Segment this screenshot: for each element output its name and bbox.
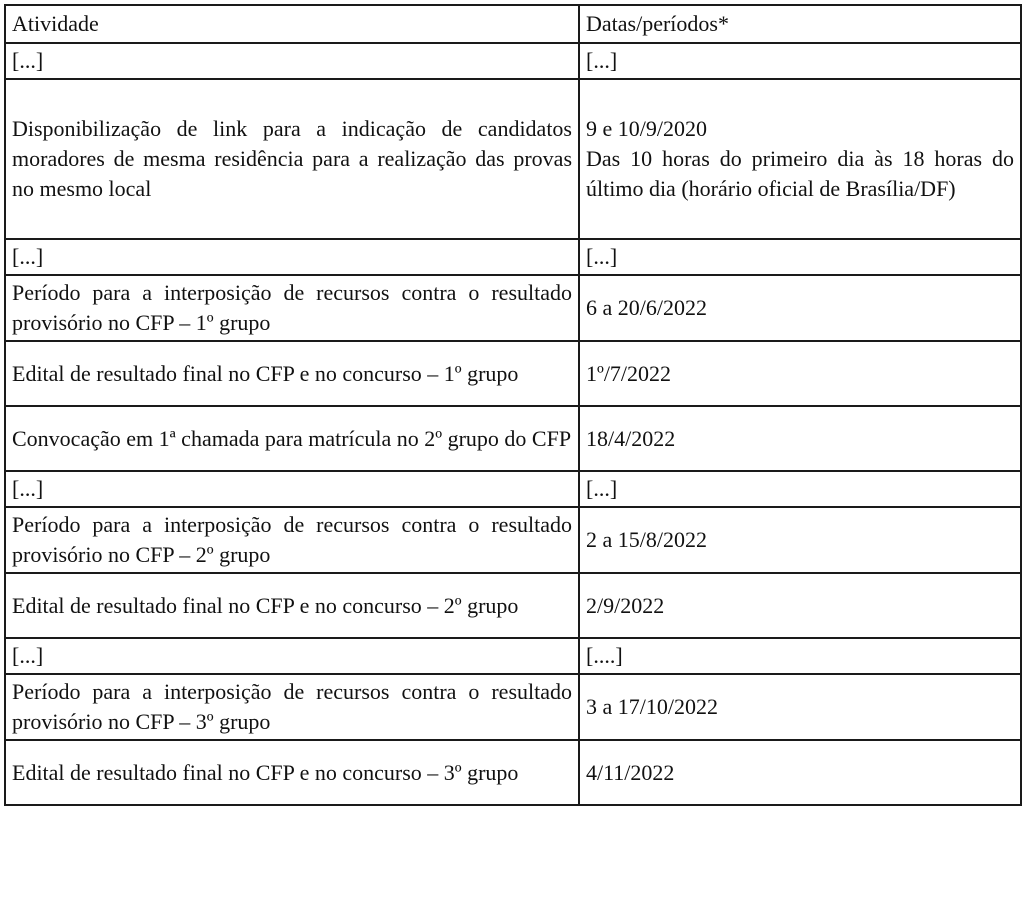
cell-datas: [...] (579, 43, 1021, 79)
cell-datas: 2 a 15/8/2022 (579, 507, 1021, 573)
cell-datas-hours: Das 10 horas do primeiro dia às 18 horas do último dia (horário oficial de Brasília/DF) (586, 146, 1014, 201)
cell-datas: 18/4/2022 (579, 406, 1021, 471)
cell-datas (579, 79, 1021, 239)
table-row (5, 674, 1021, 740)
table-row (5, 43, 1021, 79)
table-row (5, 275, 1021, 341)
table-row (5, 573, 1021, 638)
cell-datas: 3 a 17/10/2022 (579, 674, 1021, 740)
cell-atividade: Edital de resultado final no CFP e no concurso – 3º grupo (5, 740, 579, 805)
cell-atividade: [...] (5, 239, 579, 275)
cell-datas: 4/11/2022 (579, 740, 1021, 805)
cell-atividade: Disponibilização de link para a indicação de candidatos moradores de mesma residência para a realização das provas no mesmo local (5, 79, 579, 239)
cell-datas: [...] (579, 471, 1021, 507)
cell-atividade: Período para a interposição de recursos contra o resultado provisório no CFP – 2º grupo (5, 507, 579, 573)
cell-atividade: Edital de resultado final no CFP e no concurso – 1º grupo (5, 341, 579, 406)
table-row (5, 406, 1021, 471)
cell-datas: [....] (579, 638, 1021, 674)
cell-atividade: Período para a interposição de recursos contra o resultado provisório no CFP – 1º grupo (5, 275, 579, 341)
cell-datas: [...] (579, 239, 1021, 275)
table-row (5, 79, 1021, 239)
cell-atividade: Edital de resultado final no CFP e no concurso – 2º grupo (5, 573, 579, 638)
cell-atividade: [...] (5, 471, 579, 507)
table-row (5, 740, 1021, 805)
table-row (5, 341, 1021, 406)
cell-atividade: [...] (5, 638, 579, 674)
table-row (5, 638, 1021, 674)
schedule-table (4, 4, 1022, 806)
table-row (5, 507, 1021, 573)
header-atividade: Atividade (5, 5, 579, 43)
table-row (5, 471, 1021, 507)
cell-atividade: Convocação em 1ª chamada para matrícula no 2º grupo do CFP (5, 406, 579, 471)
table-header-row (5, 5, 1021, 43)
cell-datas: 2/9/2022 (579, 573, 1021, 638)
cell-atividade: Período para a interposição de recursos contra o resultado provisório no CFP – 3º grupo (5, 674, 579, 740)
table-row (5, 239, 1021, 275)
cell-datas-date: 9 e 10/9/2020 (586, 116, 707, 141)
cell-atividade: [...] (5, 43, 579, 79)
header-datas: Datas/períodos* (579, 5, 1021, 43)
cell-datas: 1º/7/2022 (579, 341, 1021, 406)
cell-datas: 6 a 20/6/2022 (579, 275, 1021, 341)
